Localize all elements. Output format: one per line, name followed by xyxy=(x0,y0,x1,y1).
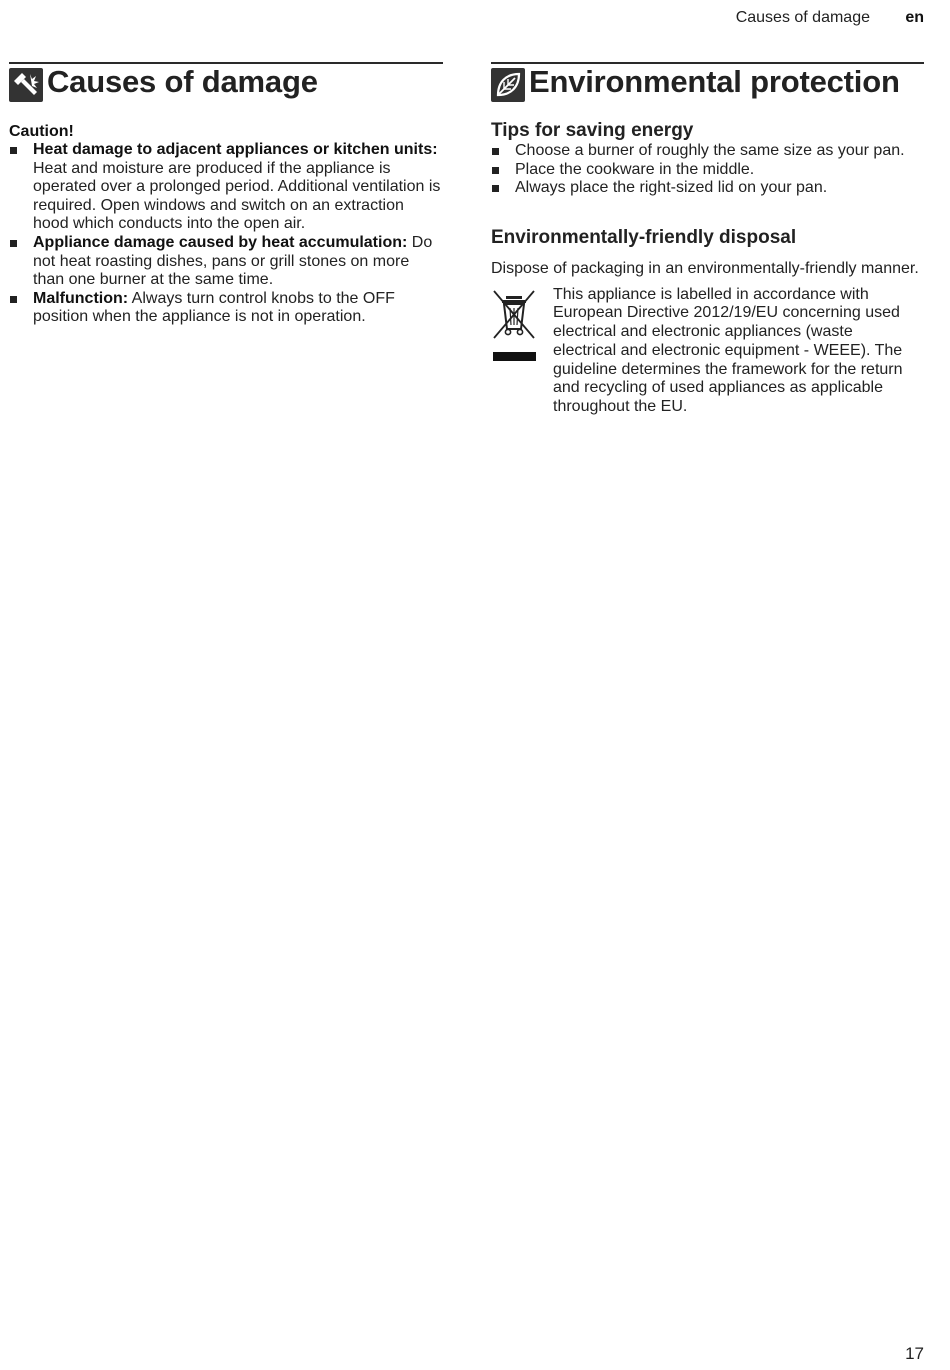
disposal-heading: Environmentally-friendly disposal xyxy=(491,226,797,248)
list-item xyxy=(491,179,924,198)
bullet-icon xyxy=(492,148,499,155)
list-item xyxy=(491,161,924,180)
running-header-section: Causes of damage xyxy=(735,9,870,26)
environmental-protection-section xyxy=(491,62,924,436)
weee-block xyxy=(491,286,924,436)
disposal-paragraph: Dispose of packaging in an environmentally-friendly manner. xyxy=(491,259,919,277)
item-text: Heat and moisture are produced if the appliance is operated over a prolonged period. Additional ventilation is required. Open windows and switch on an extraction hood which conducts into the open air. xyxy=(33,159,441,233)
item-heading: Malfunction: xyxy=(33,289,129,307)
running-header xyxy=(0,9,950,29)
list-item xyxy=(9,141,443,234)
item-heading: Heat damage to adjacent appliances or kitchen units: xyxy=(33,141,438,158)
item-text: Always place the right-sized lid on your pan. xyxy=(515,179,828,197)
section-title: Environmental protection xyxy=(529,64,900,99)
crossed-out-wheelie-bin-icon xyxy=(491,288,537,364)
tips-list xyxy=(491,142,924,198)
item-text: Do not heat roasting dishes, pans or grill stones on more than one burner at the same time. xyxy=(33,233,433,289)
item-text: Always turn control knobs to the OFF position when the appliance is not in operation. xyxy=(33,289,395,326)
bullet-icon xyxy=(10,296,17,303)
item-heading: Appliance damage caused by heat accumulation: xyxy=(33,233,408,251)
damage-hammer-icon xyxy=(9,68,43,102)
bullet-icon xyxy=(10,147,17,154)
list-item xyxy=(491,142,924,161)
bullet-icon xyxy=(492,167,499,174)
list-item xyxy=(9,234,443,290)
bullet-icon xyxy=(10,240,17,247)
page-number: 17 xyxy=(905,1344,924,1363)
causes-of-damage-section xyxy=(9,62,443,327)
item-text: Place the cookware in the middle. xyxy=(515,160,755,178)
running-header-language: en xyxy=(905,9,924,26)
section-heading xyxy=(9,62,443,108)
bullet-icon xyxy=(492,185,499,192)
leaf-icon xyxy=(491,68,525,102)
section-heading xyxy=(491,62,924,108)
item-text: Choose a burner of roughly the same size as your pan. xyxy=(515,142,905,159)
weee-paragraph: This appliance is labelled in accordance with European Directive 2012/19/EU concerning used electrical and electronic appliances (waste electrical and electronic equipment - WEEE). The guideline determines the framework for the return and recycling of used appliances as applicable throughout the EU. xyxy=(553,285,903,415)
causes-list xyxy=(9,141,443,327)
section-title: Causes of damage xyxy=(47,64,318,99)
list-item xyxy=(9,290,443,327)
tips-heading: Tips for saving energy xyxy=(491,120,694,141)
caution-label: Caution! xyxy=(9,123,74,140)
